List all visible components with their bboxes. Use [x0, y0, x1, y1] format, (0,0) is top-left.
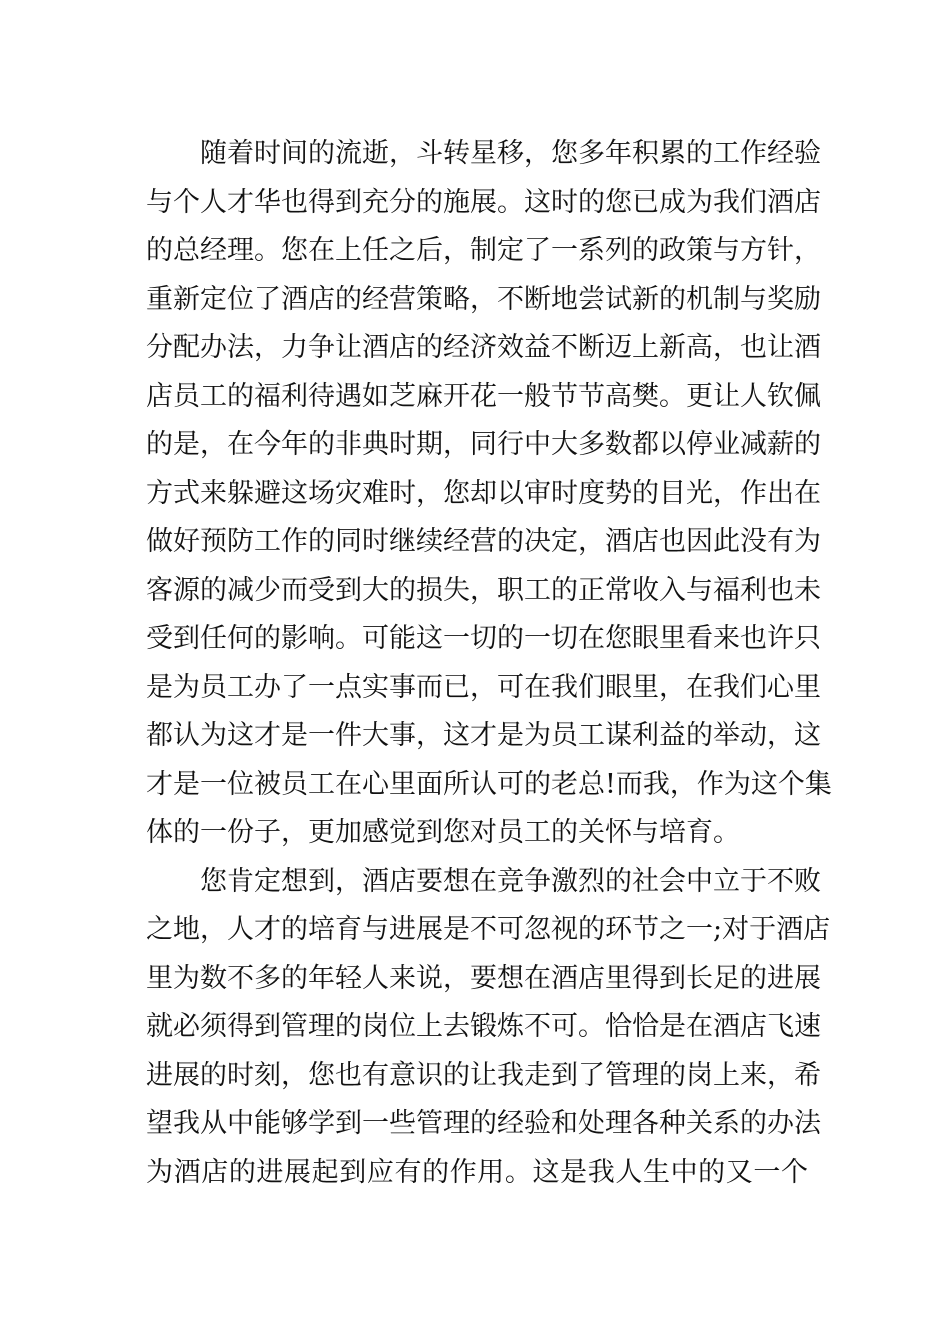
- text-line: 体的一份子，更加感觉到您对员工的关怀与培育。: [146, 817, 740, 848]
- text-line: 就必须得到管理的岗位上去锻炼不可。恰恰是在酒店飞速: [146, 1011, 821, 1042]
- paragraph-1: [146, 130, 832, 858]
- text-line: 的总经理。您在上任之后，制定了一系列的政策与方针，: [146, 235, 821, 266]
- text-line: 店员工的福利待遇如芝麻开花一般节节高樊。更让人钦佩: [146, 380, 821, 412]
- text-line: 您肯定想到，酒店要想在竞争激烈的社会中立于不败: [200, 865, 821, 897]
- text-line: 与个人才华也得到充分的施展。这时的您已成为我们酒店: [146, 186, 821, 218]
- text-line: 随着时间的流逝，斗转星移，您多年积累的工作经验: [200, 138, 821, 169]
- text-line: 是为员工办了一点实事而已，可在我们眼里，在我们心里: [146, 671, 821, 703]
- text-line: 受到任何的影响。可能这一切的一切在您眼里看来也许只: [146, 623, 821, 654]
- text-line: 里为数不多的年轻人来说，要想在酒店里得到长足的进展: [146, 962, 821, 994]
- text-line: 的是，在今年的非典时期，同行中大多数都以停业减薪的: [146, 429, 821, 460]
- text-line: 分配办法，力争让酒店的经济效益不断迈上新高，也让酒: [146, 332, 821, 363]
- text-line: 望我从中能够学到一些管理的经验和处理各种关系的办法: [146, 1108, 821, 1139]
- body-text: [146, 130, 832, 1197]
- text-line: 之地，人才的培育与进展是不可忽视的环节之一;对于酒店: [146, 914, 831, 945]
- text-line: 都认为这才是一件大事，这才是为员工谋利益的举动，这: [146, 720, 821, 751]
- text-line: 进展的时刻，您也有意识的让我走到了管理的岗上来，希: [146, 1059, 821, 1091]
- text-line: 方式来躲避这场灾难时，您却以审时度势的目光，作出在: [146, 477, 821, 509]
- paragraph-2: [146, 858, 831, 1198]
- text-line: 重新定位了酒店的经营策略，不断地尝试新的机制与奖励: [146, 283, 821, 315]
- text-line: 为酒店的进展起到应有的作用。这是我人生中的又一个: [146, 1156, 808, 1188]
- text-line: 做好预防工作的同时继续经营的决定，酒店也因此没有为: [146, 526, 821, 557]
- text-line: 客源的减少而受到大的损失，职工的正常收入与福利也未: [146, 574, 821, 606]
- text-line: 才是一位被员工在心里面所认可的老总!而我，作为这个集: [146, 768, 832, 800]
